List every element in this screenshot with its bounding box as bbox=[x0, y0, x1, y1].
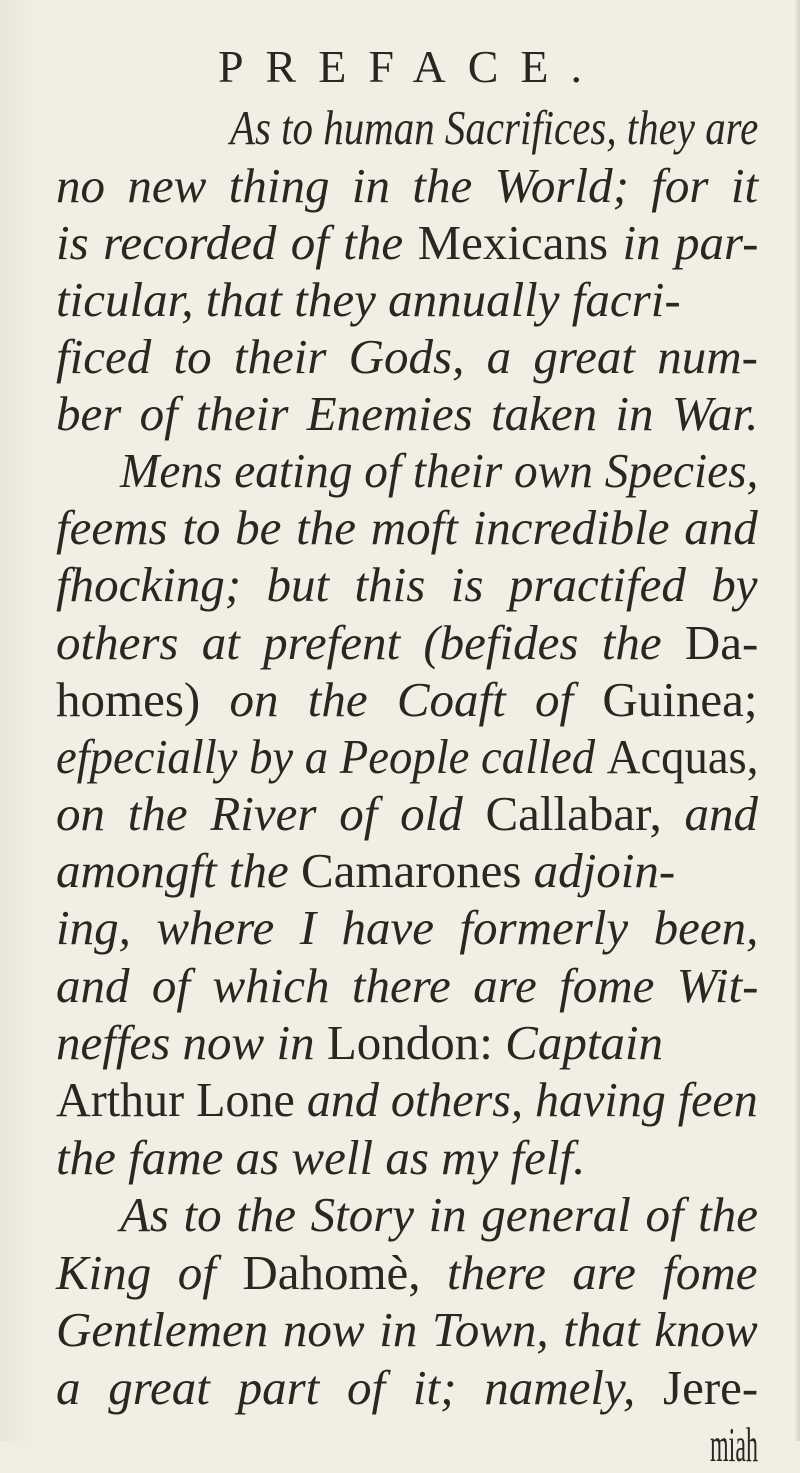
italic-text: a great part of it; namely, bbox=[56, 1360, 663, 1415]
text-line bbox=[56, 215, 758, 271]
italic-text: amongft the bbox=[56, 843, 301, 898]
page-edge-shadow bbox=[794, 0, 800, 1441]
italic-text: in par- bbox=[608, 215, 759, 270]
roman-text: homes) bbox=[56, 672, 201, 727]
italic-text: and others, having feen bbox=[294, 1072, 758, 1127]
text-line bbox=[56, 500, 758, 556]
text-line bbox=[56, 1360, 758, 1416]
roman-text: miah bbox=[710, 1417, 758, 1472]
running-head: PREFACE. bbox=[217, 41, 605, 92]
italic-text: the fame as well as my felf. bbox=[56, 1130, 586, 1185]
roman-text: Acquas, bbox=[606, 729, 759, 784]
text-line bbox=[120, 443, 758, 499]
text-line bbox=[56, 729, 758, 785]
text-line bbox=[56, 272, 681, 328]
italic-text: Mens eating of their own Species, bbox=[120, 443, 759, 498]
italic-text: ficed to their Gods, a great num- bbox=[56, 329, 758, 384]
text-line bbox=[56, 1302, 758, 1358]
roman-text: Callabar, bbox=[485, 786, 662, 841]
text-line bbox=[56, 1072, 758, 1128]
italic-text: King of bbox=[56, 1245, 243, 1300]
italic-text: others at prefent (befides the bbox=[56, 615, 685, 670]
text-line bbox=[56, 615, 758, 671]
italic-text: ticular, that they annually facri- bbox=[56, 272, 681, 327]
roman-text: Da- bbox=[684, 615, 759, 670]
text-line bbox=[56, 900, 758, 956]
text-line bbox=[56, 786, 758, 842]
roman-text: Jere- bbox=[663, 1360, 759, 1415]
italic-text: there are fome bbox=[420, 1245, 758, 1300]
text-line bbox=[56, 557, 758, 613]
italic-text: fhocking; but this is practifed by bbox=[56, 557, 758, 612]
italic-text: and bbox=[661, 786, 758, 841]
italic-text: on the Coaft of bbox=[200, 672, 603, 727]
roman-text: Arthur Lone bbox=[56, 1072, 295, 1127]
text-line bbox=[710, 1417, 758, 1473]
italic-text: and of which there are fome Wit- bbox=[56, 958, 759, 1013]
roman-text: Camarones bbox=[300, 843, 522, 898]
roman-text: Guinea; bbox=[602, 672, 758, 727]
text-line bbox=[56, 158, 758, 214]
text-line bbox=[56, 1130, 585, 1186]
text-line bbox=[56, 672, 758, 728]
text-line bbox=[56, 386, 758, 442]
text-line bbox=[120, 1187, 758, 1243]
text-line bbox=[230, 100, 758, 156]
italic-text: is recorded of the bbox=[56, 215, 418, 270]
text-line bbox=[56, 843, 675, 899]
text-line bbox=[56, 1245, 758, 1301]
italic-text: no new thing in the World; for it bbox=[56, 158, 759, 213]
italic-text: As to the Story in general of the bbox=[120, 1187, 758, 1242]
roman-text: Dahomè, bbox=[242, 1245, 421, 1300]
italic-text: adjoin- bbox=[521, 843, 676, 898]
text-line bbox=[56, 958, 758, 1014]
italic-text: ing, where I have formerly been, bbox=[56, 900, 759, 955]
italic-text: As to human Sacrifices, they are bbox=[230, 100, 759, 155]
italic-text: Gentlemen now in Town, that know bbox=[56, 1302, 758, 1357]
italic-text: on the River of old bbox=[56, 786, 486, 841]
text-line bbox=[56, 329, 758, 385]
roman-text: London: bbox=[326, 1015, 493, 1070]
italic-text: ber of their Enemies taken in War. bbox=[56, 386, 759, 441]
italic-text: feems to be the moft incredible and bbox=[56, 500, 758, 555]
italic-text: efpecially by a People called bbox=[56, 729, 607, 784]
text-line bbox=[56, 1015, 663, 1071]
italic-text: Captain bbox=[492, 1015, 664, 1070]
italic-text: neffes now in bbox=[56, 1015, 327, 1070]
roman-text: Mexicans bbox=[417, 215, 609, 270]
